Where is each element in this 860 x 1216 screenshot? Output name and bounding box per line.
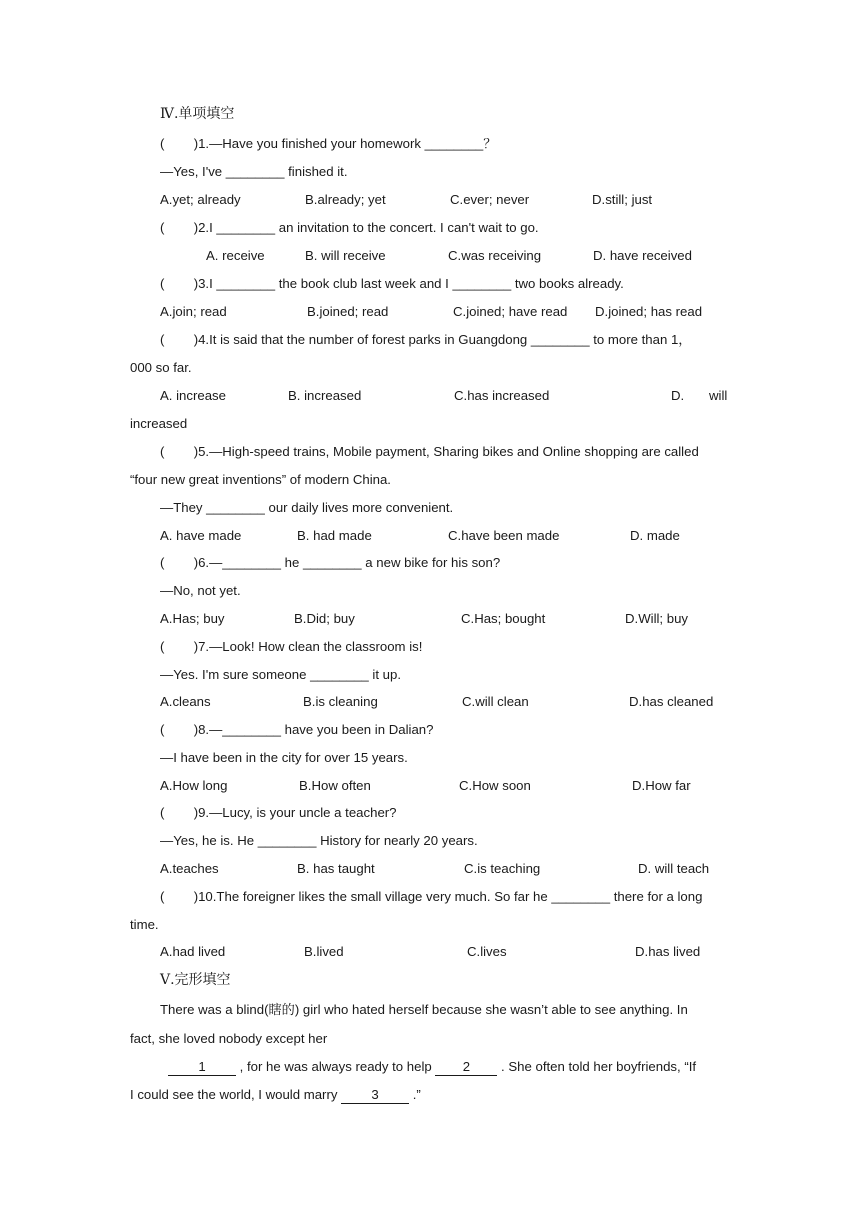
q9-option-b: B. has taught bbox=[297, 861, 375, 876]
cloze-blank-1: 1 bbox=[168, 1059, 236, 1076]
q7-reply: —Yes. I'm sure someone ________ it up. bbox=[160, 667, 402, 682]
q1-stem: ( )1.—Have you finished your homework ________？ bbox=[160, 136, 497, 151]
q10-stem: ( )10.The foreigner likes the small village very much. So far he ________ there for a long bbox=[160, 889, 703, 904]
q3-option-b: B.joined; read bbox=[307, 304, 389, 319]
q6-option-a: A.Has; buy bbox=[160, 611, 225, 626]
q1-option-d: D.still; just bbox=[592, 192, 653, 207]
passage-line-4-text: I could see the world, I would marry bbox=[130, 1087, 342, 1102]
q1-options bbox=[130, 191, 730, 209]
cloze-blank-2: 2 bbox=[435, 1059, 497, 1076]
passage-line-2: fact, she loved nobody except her bbox=[130, 1031, 328, 1046]
q4-stem-cont: 000 so far. bbox=[130, 360, 192, 375]
q10-option-b: B.lived bbox=[304, 944, 344, 959]
q9-options bbox=[130, 860, 730, 878]
passage-line-4 bbox=[130, 1086, 730, 1104]
q6-stem: ( )6.—________ he ________ a new bike for his son? bbox=[160, 555, 501, 570]
q5-option-d: D. made bbox=[630, 528, 680, 543]
q10-option-d: D.has lived bbox=[635, 944, 701, 959]
q1-option-c: C.ever; never bbox=[450, 192, 530, 207]
q7-option-b: B.is cleaning bbox=[303, 694, 378, 709]
q6-options bbox=[130, 610, 730, 628]
q5-stem: ( )5.—High-speed trains, Mobile payment, Sharing bikes and Online shopping are called bbox=[160, 444, 699, 459]
q7-option-c: C.will clean bbox=[462, 694, 529, 709]
q7-option-d: D.has cleaned bbox=[629, 694, 714, 709]
q6-option-d: D.Will; buy bbox=[625, 611, 689, 626]
passage-line-3-part-1: , for he was always ready to help bbox=[236, 1059, 436, 1074]
q8-option-a: A.How long bbox=[160, 778, 228, 793]
q3-option-d: D.joined; has read bbox=[595, 304, 703, 319]
q4-option-b: B. increased bbox=[288, 388, 362, 403]
q2-options bbox=[130, 247, 730, 265]
q2-stem: ( )2.I ________ an invitation to the concert. I can't wait to go. bbox=[160, 220, 539, 235]
cloze-blank-3: 3 bbox=[341, 1087, 409, 1104]
q10-stem-cont: time. bbox=[130, 917, 159, 932]
q4-option-d-cont: increased bbox=[130, 416, 188, 431]
q2-option-c: C.was receiving bbox=[448, 248, 542, 263]
q8-stem: ( )8.—________ have you been in Dalian? bbox=[160, 722, 434, 737]
q8-option-b: B.How often bbox=[299, 778, 371, 793]
q5-options bbox=[130, 527, 730, 545]
q4-options bbox=[130, 387, 730, 405]
q2-option-a: A. receive bbox=[206, 248, 265, 263]
q9-option-d: D. will teach bbox=[638, 861, 710, 876]
q5-option-a: A. have made bbox=[160, 528, 242, 543]
q1-option-a: A.yet; already bbox=[160, 192, 241, 207]
q7-option-a: A.cleans bbox=[160, 694, 211, 709]
q8-option-c: C.How soon bbox=[459, 778, 531, 793]
q5-option-b: B. had made bbox=[297, 528, 372, 543]
q9-stem: ( )9.—Lucy, is your uncle a teacher? bbox=[160, 805, 397, 820]
passage-line-3-part-2: . She often told her boyfriends, “If bbox=[497, 1059, 697, 1074]
q4-option-a: A. increase bbox=[160, 388, 226, 403]
q6-option-b: B.Did; buy bbox=[294, 611, 355, 626]
q8-option-d: D.How far bbox=[632, 778, 691, 793]
q8-options bbox=[130, 777, 730, 795]
q10-options bbox=[130, 943, 730, 961]
q9-option-c: C.is teaching bbox=[464, 861, 541, 876]
q4-option-d-text: will bbox=[709, 388, 728, 403]
q9-option-a: A.teaches bbox=[160, 861, 219, 876]
q10-option-c: C.lives bbox=[467, 944, 507, 959]
q5-stem-cont: “four new great inventions” of modern China. bbox=[130, 472, 391, 487]
q4-option-d-letter: D. bbox=[671, 388, 685, 403]
q8-reply: —I have been in the city for over 15 years. bbox=[160, 750, 408, 765]
q1-option-b: B.already; yet bbox=[305, 192, 386, 207]
q2-option-b: B. will receive bbox=[305, 248, 386, 263]
q3-stem: ( )3.I ________ the book club last week and I ________ two books already. bbox=[160, 276, 624, 291]
section-4-heading: Ⅳ.单项填空 bbox=[160, 106, 235, 122]
q7-stem: ( )7.—Look! How clean the classroom is! bbox=[160, 639, 423, 654]
q9-reply: —Yes, he is. He ________ History for nearly 20 years. bbox=[160, 833, 478, 848]
q3-option-c: C.joined; have read bbox=[453, 304, 568, 319]
passage-line-4-end: .” bbox=[409, 1087, 421, 1102]
q10-option-a: A.had lived bbox=[160, 944, 226, 959]
q6-option-c: C.Has; bought bbox=[461, 611, 546, 626]
q4-stem: ( )4.It is said that the number of forest parks in Guangdong ________ to more than 1， bbox=[160, 332, 692, 347]
q7-options bbox=[130, 693, 730, 711]
q1-reply: —Yes, I've ________ finished it. bbox=[160, 164, 348, 179]
passage-line-3 bbox=[168, 1058, 730, 1076]
q5-option-c: C.have been made bbox=[448, 528, 560, 543]
section-5-heading: Ⅴ.完形填空 bbox=[160, 972, 231, 988]
q6-reply: —No, not yet. bbox=[160, 583, 241, 598]
q5-reply: —They ________ our daily lives more convenient. bbox=[160, 500, 454, 515]
q3-options bbox=[130, 303, 730, 321]
q4-option-c: C.has increased bbox=[454, 388, 550, 403]
q2-option-d: D. have received bbox=[593, 248, 692, 263]
passage-line-1: There was a blind(瞎的) girl who hated herself because she wasn’t able to see anything. In bbox=[160, 1002, 688, 1017]
q3-option-a: A.join; read bbox=[160, 304, 227, 319]
